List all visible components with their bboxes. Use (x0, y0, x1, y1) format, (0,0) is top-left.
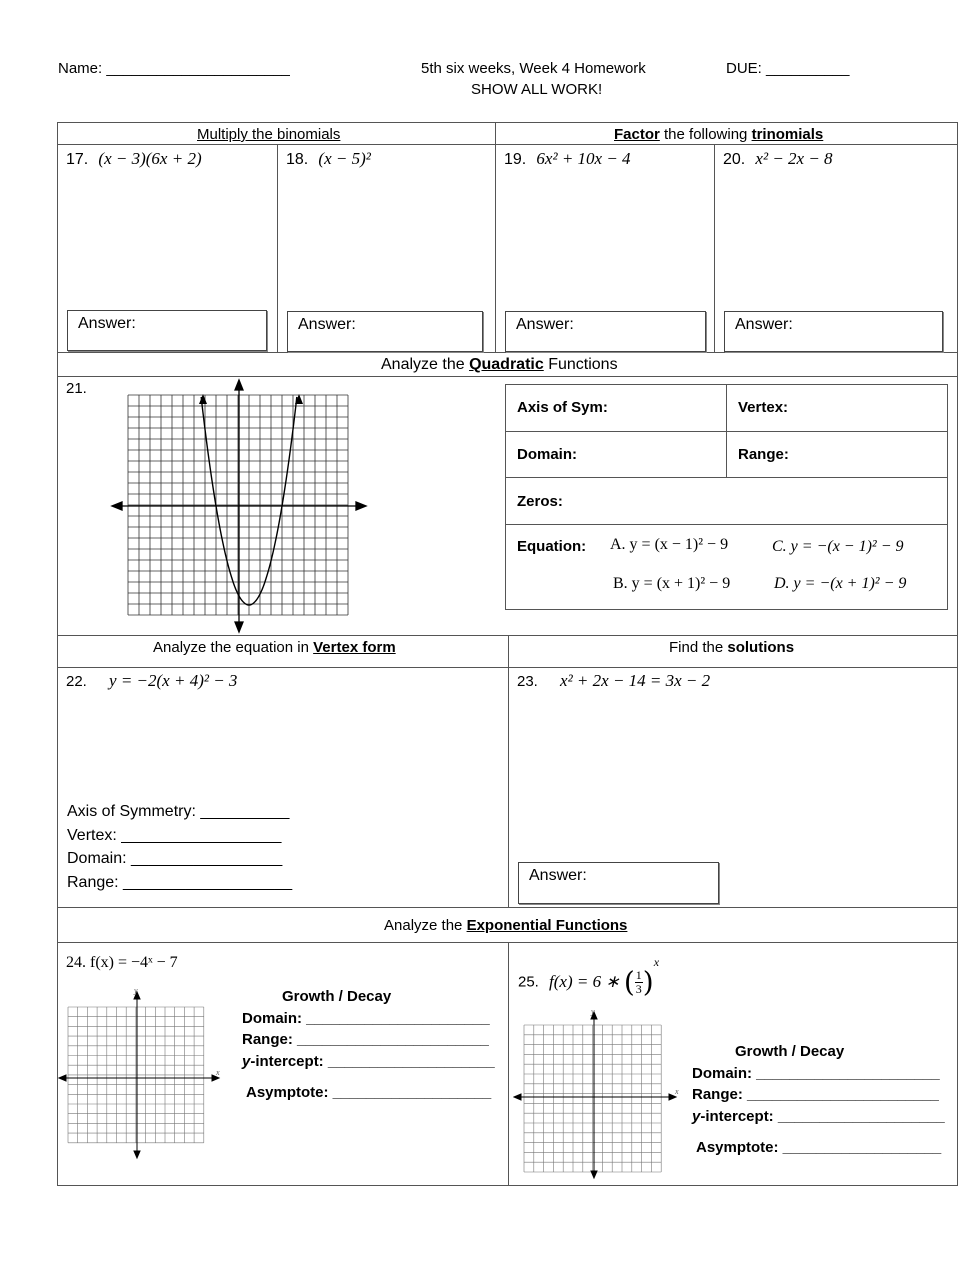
p22-blanks[interactable] (67, 800, 292, 894)
problem-expression: x² + 2x − 14 = 3x − 2 (560, 671, 711, 690)
name-field[interactable]: Name: ______________________ (58, 60, 290, 77)
zeros-label: Zeros: (517, 493, 563, 510)
heading-factor-mid: the following (659, 126, 752, 143)
y-axis-arrow-up-icon (235, 380, 243, 390)
choice-d[interactable]: D. y = −(x + 1)² − 9 (774, 575, 907, 592)
answer-label: Answer: (78, 315, 136, 332)
range-label: Range: (738, 446, 789, 463)
y-intercept-text: -intercept: ____________________ (250, 1052, 495, 1070)
axis-of-symmetry-blank[interactable]: Axis of Symmetry: __________ (67, 803, 290, 820)
quadratic-graph (110, 378, 370, 634)
heading-keyword: Exponential Functions (466, 917, 628, 934)
fraction-numerator: 1 (635, 967, 642, 982)
heading-keyword: Vertex form (313, 639, 396, 656)
problem-23 (517, 671, 710, 691)
section-heading-solutions (669, 639, 794, 656)
problem-22 (66, 671, 237, 691)
problem-number: 18. (286, 151, 309, 168)
choice-c[interactable]: C. y = −(x − 1)² − 9 (772, 538, 904, 555)
equation-label: Equation: (517, 538, 587, 555)
problem-17 (66, 149, 202, 169)
range-blank[interactable]: Range: ___________________ (67, 873, 293, 891)
divider (57, 144, 958, 145)
heading-factor-word: Factor (614, 126, 660, 143)
vertex-blank[interactable]: Vertex: __________________ (67, 826, 282, 844)
section-heading-multiply: Multiply the binomials (197, 126, 341, 143)
x-axis-arrow-left-icon (112, 502, 122, 510)
answer-box-23[interactable] (518, 862, 719, 904)
problem-expression: 24. f(x) = −4ˣ − 7 (66, 954, 178, 971)
fraction (635, 969, 643, 996)
graph-grid (524, 1025, 661, 1172)
growth-decay-choice[interactable]: Growth / Decay (735, 1043, 845, 1060)
answer-box-18[interactable] (287, 311, 483, 352)
exponential-graph-25 (513, 1005, 685, 1181)
growth-decay-choice[interactable]: Growth / Decay (282, 988, 392, 1005)
problem-expression: (x − 5)² (318, 149, 371, 168)
curve-arrow-left-icon (199, 394, 207, 404)
fraction-denominator: 3 (635, 981, 642, 996)
problem-expression: 6x² + 10x − 4 (536, 149, 631, 168)
analysis-table (505, 384, 948, 610)
divider (57, 352, 958, 353)
answer-label: Answer: (735, 316, 793, 333)
x-axis-arrow-right-icon (356, 502, 366, 510)
axis-of-sym-label: Axis of Sym: (517, 399, 608, 416)
answer-box-19[interactable] (505, 311, 706, 352)
y-axis-arrow-down-icon (591, 1171, 597, 1178)
divider (506, 524, 947, 525)
heading-text: Analyze the (381, 356, 470, 373)
divider (495, 122, 496, 352)
problem-number: 21. (66, 380, 87, 397)
answer-label: Answer: (516, 316, 574, 333)
y-axis-arrow-down-icon (235, 622, 243, 632)
problem-24 (66, 954, 178, 972)
asymptote-blank[interactable]: Asymptote: ___________________ (246, 1084, 492, 1101)
y-axis-arrow-down-icon (134, 1151, 140, 1158)
graph-grid (128, 395, 348, 615)
problem-number: 22. (66, 673, 87, 690)
exponential-graph-24 (58, 985, 228, 1161)
divider (506, 477, 947, 478)
p25-fields[interactable] (692, 1041, 945, 1159)
divider (277, 144, 278, 352)
y-intercept-blank[interactable] (242, 1051, 495, 1073)
y-intercept-blank[interactable] (692, 1106, 945, 1128)
x-axis-label: x (216, 1068, 220, 1077)
heading-text: Find the (669, 639, 728, 656)
answer-label: Answer: (298, 316, 356, 333)
domain-blank[interactable]: Domain: _________________ (67, 850, 283, 867)
heading-keyword: Quadratic (469, 356, 544, 373)
exponent: x (653, 955, 660, 969)
problem-number: 25. (518, 973, 539, 991)
domain-label: Domain: (517, 446, 577, 463)
due-field[interactable]: DUE: __________ (726, 60, 850, 77)
x-axis-arrow-left-icon (59, 1075, 66, 1081)
y-axis-label: y (134, 986, 138, 995)
problem-number: 20. (723, 151, 746, 168)
section-heading-quadratic (381, 356, 618, 374)
worksheet-subtitle: SHOW ALL WORK! (471, 81, 603, 98)
problem-20 (723, 149, 833, 169)
choice-a[interactable]: A. y = (x − 1)² − 9 (610, 536, 729, 553)
y-letter: y (692, 1107, 701, 1125)
paren-right: ) (642, 965, 654, 999)
choice-b[interactable]: B. y = (x + 1)² − 9 (613, 575, 731, 592)
x-axis-arrow-left-icon (514, 1094, 521, 1100)
problem-number: 17. (66, 151, 89, 168)
domain-blank[interactable]: Domain: ______________________ (692, 1064, 940, 1082)
problem-number: 19. (504, 151, 527, 168)
section-heading-vertex-form (153, 639, 396, 656)
divider (508, 942, 509, 1186)
problem-expression: f(x) = 6 ∗ (549, 972, 624, 992)
problem-expression: x² − 2x − 8 (755, 149, 833, 168)
section-heading-exponential (384, 917, 627, 934)
range-blank[interactable]: Range: _______________________ (692, 1086, 939, 1103)
graph-axes (514, 1012, 676, 1178)
heading-keyword: solutions (727, 639, 795, 656)
y-axis-label: y (591, 1007, 595, 1016)
p24-fields[interactable] (242, 986, 495, 1104)
asymptote-blank[interactable]: Asymptote: ___________________ (696, 1139, 942, 1156)
answer-box-17[interactable] (67, 310, 267, 351)
domain-blank[interactable]: Domain: ______________________ (242, 1009, 490, 1027)
y-intercept-text: -intercept: ____________________ (700, 1107, 945, 1125)
range-blank[interactable]: Range: _______________________ (242, 1031, 489, 1048)
problem-25 (518, 955, 659, 999)
graph-grid (68, 1007, 204, 1143)
heading-text: Analyze the (384, 917, 467, 934)
divider (508, 635, 509, 907)
heading-trinomials-word: trinomials (751, 126, 824, 143)
problem-expression: (x − 3)(6x + 2) (98, 149, 202, 168)
problem-number: 23. (517, 673, 538, 690)
divider (57, 907, 958, 908)
problem-expression: y = −2(x + 4)² − 3 (109, 671, 238, 690)
paren-left: ( (623, 965, 635, 999)
answer-box-20[interactable] (724, 311, 943, 352)
vertex-label: Vertex: (738, 399, 789, 416)
divider (57, 376, 958, 377)
worksheet-title: 5th six weeks, Week 4 Homework (421, 60, 646, 77)
x-axis-label: x (675, 1087, 679, 1096)
problem-19 (504, 149, 631, 169)
answer-label: Answer: (529, 867, 587, 884)
heading-text: Functions (543, 356, 618, 373)
y-letter: y (242, 1052, 251, 1070)
problem-18 (286, 149, 371, 169)
divider (726, 385, 727, 477)
section-heading-factor (614, 126, 823, 143)
heading-text: Analyze the equation in (153, 639, 314, 656)
divider (714, 144, 715, 352)
